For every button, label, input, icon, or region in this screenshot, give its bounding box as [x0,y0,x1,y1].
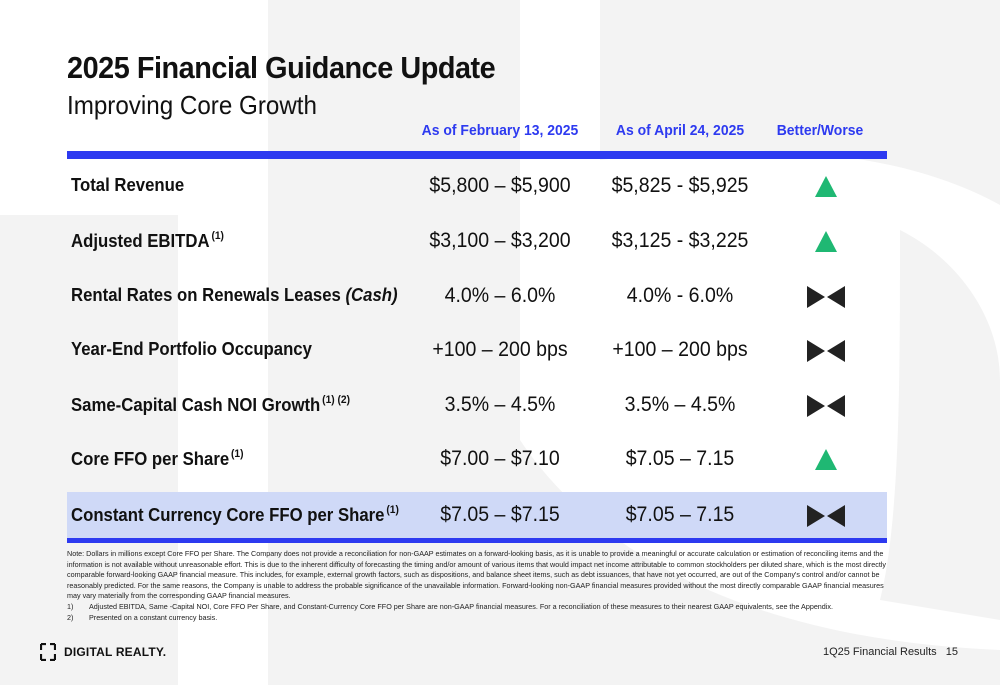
row-label-text: Total Revenue [71,175,185,195]
row-label-text: Same-Capital Cash NOI Growth [71,395,321,415]
footnote-number: 2) [67,613,74,622]
footnote-text: Presented on a constant currency basis. [89,613,218,622]
page-number: 15 [945,646,958,658]
table-row [67,218,887,266]
prior-guidance-value: $7.00 – $7.10 [440,447,560,470]
digital-realty-bracket-icon [40,643,56,661]
row-label [71,394,350,416]
footnote-number: 1) [67,602,74,611]
current-guidance-value: $5,825 - $5,925 [611,174,749,197]
row-label [71,175,184,196]
up-triangle-icon [801,226,851,258]
change-indicator [801,390,851,422]
row-label-text: Core FFO per Share [71,449,230,469]
row-label [71,230,224,252]
change-indicator [801,335,851,367]
current-guidance-value: $7.05 – 7.15 [625,447,735,470]
up-triangle-icon [801,171,851,203]
footnote-ref: (1) [231,448,244,460]
row-label-text: Rental Rates on Renewals Leases [71,285,346,305]
change-indicator [801,171,851,203]
disclaimer-note: Note: Dollars in millions except Core FFO per Share. The Company does not provide a reconciliation for non-GAAP estimates on a forward-looking basis, as it is unable to provide a meaningful or accurate calculation or estimation of reconciling items and the information is not available without unreasonable effort. This is due to the inherent difficulty of forecasting the timing and/or amount of various items that would impact net income attributable to common stockholders per diluted share, which is the most directly comparable forward-looking GAAP financial measure. This includes, for example, external growth factors, such as dispositions, and balance sheet items, such as debt issuances, that have not yet occurred, are out of the Company's control and/or cannot be reasonably predicted. For the same reasons, the Company is unable to address the probable significance of the unavailable information. Forward-looking non-GAAP financial measures provided without the most directly comparable GAAP financial measures may vary materially from the corresponding GAAP financial measures. [67,549,887,600]
up-triangle-icon [801,444,851,476]
current-guidance-value: $3,125 - $3,225 [611,229,749,252]
prior-guidance-value: +100 – 200 bps [432,338,568,361]
footnote-ref: (1) [386,504,399,516]
table-row [67,492,887,540]
row-label [71,504,399,526]
row-label-emphasis: (Cash) [345,285,398,305]
row-label-text: Year-End Portfolio Occupancy [71,339,312,359]
prior-guidance-value: $3,100 – $3,200 [429,229,571,252]
column-header-prior: As of February 13, 2025 [421,122,579,139]
column-header-change: Better/Worse [776,122,864,139]
page-footer [823,646,958,658]
bowtie-icon [801,281,851,313]
logo-text: DIGITAL REALTY. [64,645,167,659]
table-row [67,327,887,375]
current-guidance-value: +100 – 200 bps [612,338,748,361]
footnote-2 [67,613,217,622]
table-row [67,163,887,211]
footnote-ref: (1) (2) [322,394,351,406]
footnote-text: Adjusted EBITDA, Same -Capital NOI, Core FFO Per Share, and Constant-Currency Core FFO per Share are non-GAAP financial measures. For a reconciliation of these measures to their nearest GAAP equivalents, see the Appendix. [89,602,833,611]
change-indicator [801,444,851,476]
current-guidance-value: $7.05 – 7.15 [625,503,735,526]
footnote-1 [67,602,833,611]
current-guidance-value: 3.5% – 4.5% [624,393,736,416]
bowtie-icon [801,335,851,367]
bowtie-icon [801,500,851,532]
row-label-text: Adjusted EBITDA [71,231,210,251]
prior-guidance-value: $7.05 – $7.15 [440,503,560,526]
change-indicator [801,500,851,532]
table-row [67,436,887,484]
table-bottom-rule [67,538,887,543]
table-row [67,382,887,430]
prior-guidance-value: 4.0% – 6.0% [444,284,556,307]
bowtie-icon [801,390,851,422]
change-indicator [801,281,851,313]
row-label [71,339,312,360]
row-label [71,448,244,470]
footer-label: 1Q25 Financial Results [822,646,937,658]
company-logo [40,641,166,663]
prior-guidance-value: $5,800 – $5,900 [429,174,571,197]
column-header-current: As of April 24, 2025 [615,122,745,139]
table-row [67,273,887,321]
change-indicator [801,226,851,258]
table-top-rule [67,151,887,159]
prior-guidance-value: 3.5% – 4.5% [444,393,556,416]
page-subtitle: Improving Core Growth [67,90,317,120]
current-guidance-value: 4.0% - 6.0% [626,284,734,307]
row-label-text: Constant Currency Core FFO per Share [71,505,385,525]
page-title: 2025 Financial Guidance Update [67,50,496,85]
footnote-ref: (1) [211,230,224,242]
row-label [71,285,398,306]
